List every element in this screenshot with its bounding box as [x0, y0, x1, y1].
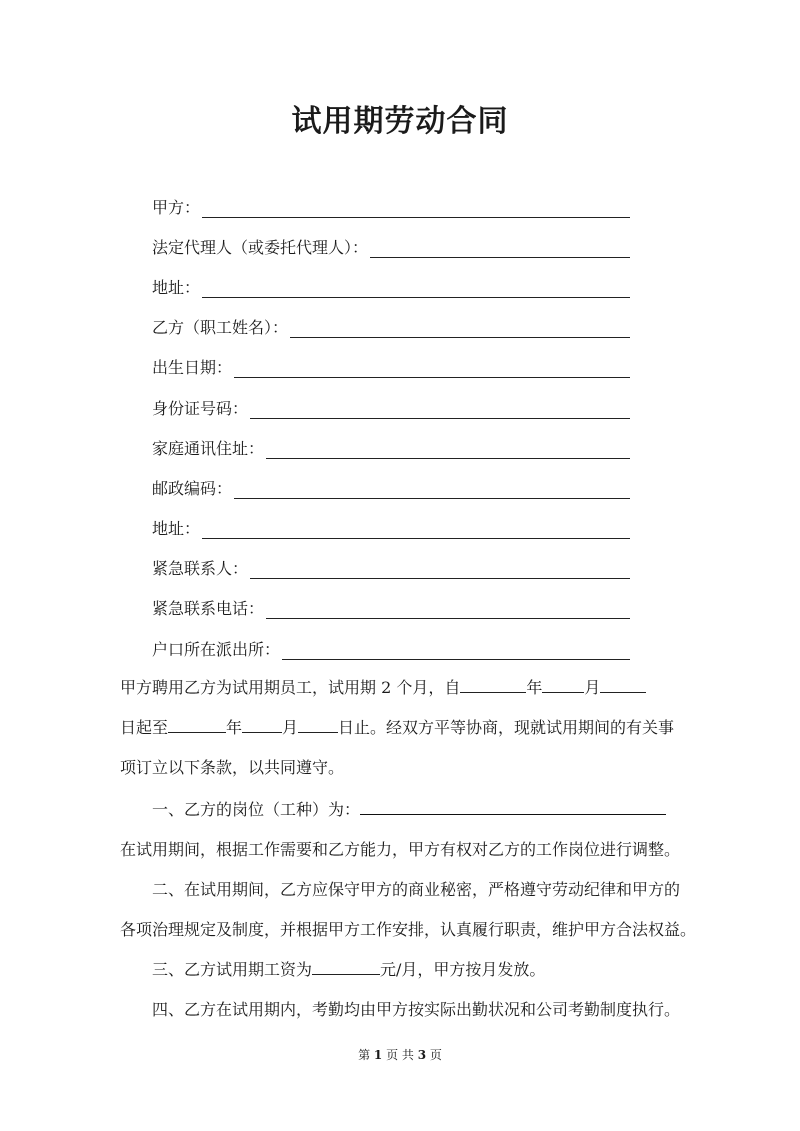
footer-text: 页 共 — [382, 1048, 418, 1062]
field-address-a — [152, 272, 630, 298]
blank-salary[interactable] — [312, 958, 380, 975]
field-postal-code — [152, 473, 630, 499]
field-label: 户口所在派出所： — [152, 640, 281, 659]
fill-line[interactable] — [282, 641, 630, 660]
field-label: 地址： — [152, 278, 201, 297]
field-label: 身份证号码： — [152, 399, 249, 418]
clause-text: 元/月，甲方按月发放。 — [380, 960, 546, 979]
clause-text: 三、乙方试用期工资为 — [152, 960, 313, 979]
field-label: 出生日期： — [152, 358, 233, 377]
clause-2-line-1: 二、在试用期间，乙方应保守甲方的商业秘密，严格遵守劳动纪律和甲方的 — [152, 880, 681, 899]
clause-3-line-1 — [120, 950, 680, 990]
blank-end-day[interactable] — [298, 716, 338, 733]
blank-end-year[interactable] — [168, 716, 226, 733]
field-label: 乙方（职工姓名）： — [152, 318, 289, 337]
field-emergency-contact — [152, 553, 630, 579]
field-label: 甲方： — [152, 198, 201, 217]
intro-paragraph — [120, 668, 680, 788]
contract-title: 试用期劳动合同 — [291, 104, 509, 139]
intro-text: 年 — [226, 718, 243, 737]
intro-text: 年 — [526, 678, 543, 697]
blank-position[interactable] — [360, 798, 666, 815]
page-footer — [0, 1046, 800, 1063]
fill-line[interactable] — [290, 319, 630, 338]
field-home-address — [152, 433, 630, 459]
field-label: 法定代理人（或委托代理人）： — [152, 238, 369, 257]
field-label: 邮政编码： — [152, 479, 233, 498]
fill-line[interactable] — [250, 400, 630, 419]
clause-1-line-2: 在试用期间，根据工作需要和乙方能力，甲方有权对乙方的工作岗位进行调整。 — [120, 840, 681, 859]
fill-line[interactable] — [234, 359, 630, 378]
field-label: 家庭通讯住址： — [152, 439, 265, 458]
page-number: 1 — [373, 1048, 383, 1062]
clause-1 — [120, 790, 680, 870]
field-label: 地址： — [152, 519, 201, 538]
field-address-b — [152, 513, 630, 539]
intro-line-2 — [120, 708, 680, 748]
intro-text: 日起至 — [120, 718, 169, 737]
fill-line[interactable] — [250, 560, 630, 579]
clause-text: 一、乙方的岗位（工种）为： — [152, 800, 361, 819]
blank-end-month[interactable] — [242, 716, 282, 733]
total-pages: 3 — [417, 1048, 427, 1062]
fill-line[interactable] — [266, 600, 630, 619]
intro-text: 月 — [584, 678, 601, 697]
intro-line-3: 项订立以下条款，以共同遵守。 — [120, 758, 345, 777]
blank-start-month[interactable] — [542, 676, 584, 693]
fill-line[interactable] — [202, 279, 630, 298]
fill-line[interactable] — [202, 520, 630, 539]
field-party-a — [152, 192, 630, 218]
intro-text: 甲方聘用乙方为试用期员工，试用期 2 个月，自 — [120, 678, 461, 697]
clause-2-line-2: 各项治理规定及制度，并根据甲方工作安排，认真履行职责，维护甲方合法权益。 — [120, 920, 697, 939]
field-police-station — [152, 634, 630, 660]
fill-line[interactable] — [202, 199, 630, 218]
footer-text: 页 — [426, 1048, 442, 1062]
intro-text: 日止。经双方平等协商，现就试用期间的有关事 — [338, 718, 675, 737]
clause-4-line-1: 四、乙方在试用期内，考勤均由甲方按实际出勤状况和公司考勤制度执行。 — [152, 1000, 681, 1019]
intro-text: 月 — [282, 718, 299, 737]
clause-2 — [120, 870, 697, 950]
clause-1-line-1 — [120, 790, 680, 830]
field-id-number — [152, 393, 630, 419]
field-legal-representative — [152, 232, 630, 258]
field-party-b-name — [152, 312, 630, 338]
footer-text: 第 — [358, 1048, 374, 1062]
blank-start-day[interactable] — [600, 676, 646, 693]
field-label: 紧急联系人： — [152, 559, 249, 578]
intro-line-1 — [120, 668, 680, 708]
fill-line[interactable] — [266, 440, 630, 459]
fill-line[interactable] — [370, 239, 630, 258]
fill-line[interactable] — [234, 480, 630, 499]
field-emergency-phone — [152, 593, 630, 619]
field-birth-date — [152, 352, 630, 378]
clause-3 — [120, 950, 680, 990]
blank-start-year[interactable] — [460, 676, 526, 693]
clause-4 — [120, 990, 680, 1030]
field-label: 紧急联系电话： — [152, 599, 265, 618]
